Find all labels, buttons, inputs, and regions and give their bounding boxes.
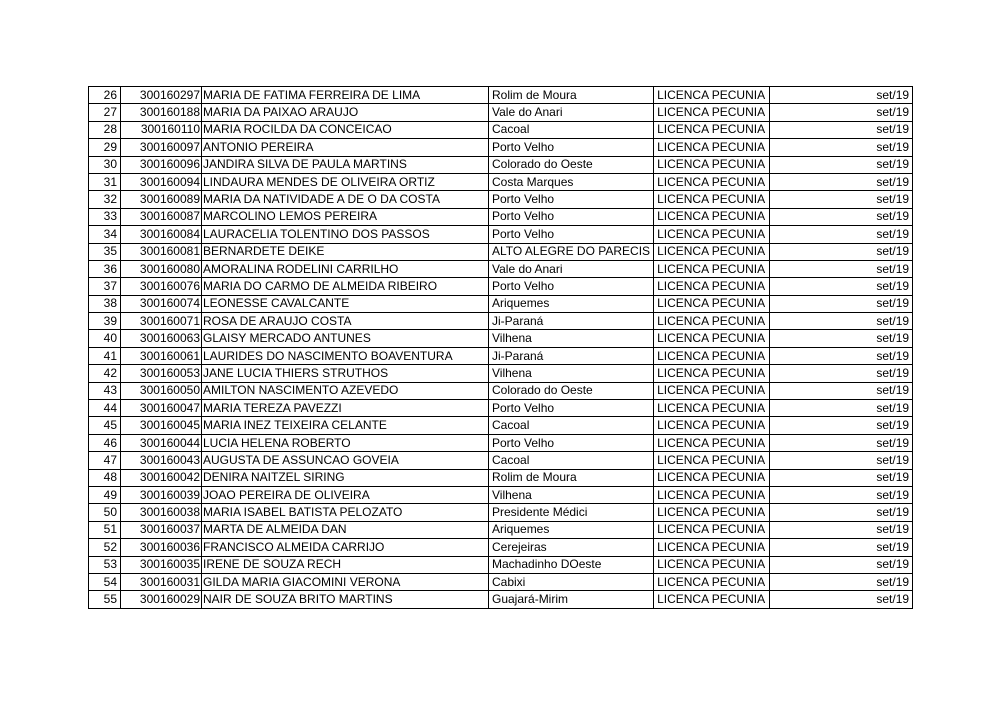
table-row xyxy=(89,417,913,434)
date-cell: set/19 xyxy=(770,104,913,121)
municipality-cell: Machadinho DOeste xyxy=(489,556,654,573)
row-number-cell: 34 xyxy=(89,226,121,243)
municipality-cell: Presidente Médici xyxy=(489,504,654,521)
municipality-cell: Vale do Anari xyxy=(489,260,654,277)
leave-type-cell: LICENCA PECUNIA xyxy=(654,208,770,225)
name-cell: MARTA DE ALMEIDA DAN xyxy=(202,521,489,538)
name-cell: MARIA INEZ TEIXEIRA CELANTE xyxy=(202,417,489,434)
date-cell: set/19 xyxy=(770,295,913,312)
date-cell: set/19 xyxy=(770,504,913,521)
registration-cell: 300160089 xyxy=(121,191,202,208)
date-cell: set/19 xyxy=(770,87,913,104)
row-number-cell: 37 xyxy=(89,278,121,295)
leave-type-cell: LICENCA PECUNIA xyxy=(654,139,770,156)
municipality-cell: Porto Velho xyxy=(489,226,654,243)
registration-cell: 300160037 xyxy=(121,521,202,538)
table-row xyxy=(89,313,913,330)
leave-type-cell: LICENCA PECUNIA xyxy=(654,365,770,382)
leave-type-cell: LICENCA PECUNIA xyxy=(654,400,770,417)
municipality-cell: Porto Velho xyxy=(489,434,654,451)
leave-type-cell: LICENCA PECUNIA xyxy=(654,573,770,590)
table-row xyxy=(89,191,913,208)
leave-type-cell: LICENCA PECUNIA xyxy=(654,469,770,486)
registration-cell: 300160087 xyxy=(121,208,202,225)
municipality-cell: Vale do Anari xyxy=(489,104,654,121)
registration-cell: 300160047 xyxy=(121,400,202,417)
registration-cell: 300160061 xyxy=(121,347,202,364)
date-cell: set/19 xyxy=(770,434,913,451)
name-cell: ROSA DE ARAUJO COSTA xyxy=(202,313,489,330)
table-row xyxy=(89,330,913,347)
registration-cell: 300160063 xyxy=(121,330,202,347)
table-row xyxy=(89,260,913,277)
table-row xyxy=(89,295,913,312)
name-cell: NAIR DE SOUZA BRITO MARTINS xyxy=(202,591,489,608)
leave-type-cell: LICENCA PECUNIA xyxy=(654,556,770,573)
row-number-cell: 52 xyxy=(89,539,121,556)
row-number-cell: 41 xyxy=(89,347,121,364)
row-number-cell: 51 xyxy=(89,521,121,538)
municipality-cell: Porto Velho xyxy=(489,191,654,208)
municipality-cell: Cacoal xyxy=(489,417,654,434)
registration-cell: 300160071 xyxy=(121,313,202,330)
municipality-cell: Rolim de Moura xyxy=(489,469,654,486)
leave-type-cell: LICENCA PECUNIA xyxy=(654,243,770,260)
date-cell: set/19 xyxy=(770,278,913,295)
row-number-cell: 29 xyxy=(89,139,121,156)
table-row xyxy=(89,452,913,469)
table-row xyxy=(89,504,913,521)
registration-cell: 300160097 xyxy=(121,139,202,156)
registration-cell: 300160050 xyxy=(121,382,202,399)
municipality-cell: ALTO ALEGRE DO PARECIS xyxy=(489,243,654,260)
name-cell: MARIA DA PAIXAO ARAUJO xyxy=(202,104,489,121)
municipality-cell: Ji-Paraná xyxy=(489,347,654,364)
registration-cell: 300160188 xyxy=(121,104,202,121)
name-cell: BERNARDETE DEIKE xyxy=(202,243,489,260)
leave-type-cell: LICENCA PECUNIA xyxy=(654,434,770,451)
row-number-cell: 54 xyxy=(89,573,121,590)
name-cell: JANDIRA SILVA DE PAULA MARTINS xyxy=(202,156,489,173)
date-cell: set/19 xyxy=(770,173,913,190)
registration-cell: 300160031 xyxy=(121,573,202,590)
leave-type-cell: LICENCA PECUNIA xyxy=(654,330,770,347)
registration-cell: 300160035 xyxy=(121,556,202,573)
municipality-cell: Ariquemes xyxy=(489,521,654,538)
name-cell: AMORALINA RODELINI CARRILHO xyxy=(202,260,489,277)
table-row xyxy=(89,121,913,138)
registration-cell: 300160297 xyxy=(121,87,202,104)
municipality-cell: Colorado do Oeste xyxy=(489,156,654,173)
leave-type-cell: LICENCA PECUNIA xyxy=(654,191,770,208)
municipality-cell: Cabixi xyxy=(489,573,654,590)
name-cell: GLAISY MERCADO ANTUNES xyxy=(202,330,489,347)
row-number-cell: 30 xyxy=(89,156,121,173)
table-row xyxy=(89,573,913,590)
table-row xyxy=(89,208,913,225)
licenca-pecunia-table xyxy=(88,86,913,609)
table-row xyxy=(89,521,913,538)
row-number-cell: 43 xyxy=(89,382,121,399)
date-cell: set/19 xyxy=(770,208,913,225)
table-row xyxy=(89,173,913,190)
name-cell: LAURIDES DO NASCIMENTO BOAVENTURA xyxy=(202,347,489,364)
registration-cell: 300160042 xyxy=(121,469,202,486)
leave-type-cell: LICENCA PECUNIA xyxy=(654,591,770,608)
date-cell: set/19 xyxy=(770,365,913,382)
date-cell: set/19 xyxy=(770,313,913,330)
leave-type-cell: LICENCA PECUNIA xyxy=(654,539,770,556)
date-cell: set/19 xyxy=(770,591,913,608)
leave-type-cell: LICENCA PECUNIA xyxy=(654,121,770,138)
municipality-cell: Costa Marques xyxy=(489,173,654,190)
leave-type-cell: LICENCA PECUNIA xyxy=(654,313,770,330)
municipality-cell: Porto Velho xyxy=(489,400,654,417)
name-cell: JANE LUCIA THIERS STRUTHOS xyxy=(202,365,489,382)
date-cell: set/19 xyxy=(770,417,913,434)
name-cell: AUGUSTA DE ASSUNCAO GOVEIA xyxy=(202,452,489,469)
row-number-cell: 40 xyxy=(89,330,121,347)
row-number-cell: 32 xyxy=(89,191,121,208)
registration-cell: 300160094 xyxy=(121,173,202,190)
table-row xyxy=(89,539,913,556)
date-cell: set/19 xyxy=(770,260,913,277)
table-row xyxy=(89,469,913,486)
name-cell: LAURACELIA TOLENTINO DOS PASSOS xyxy=(202,226,489,243)
table-row xyxy=(89,382,913,399)
municipality-cell: Ji-Paraná xyxy=(489,313,654,330)
table-row xyxy=(89,87,913,104)
registration-cell: 300160039 xyxy=(121,486,202,503)
name-cell: LUCIA HELENA ROBERTO xyxy=(202,434,489,451)
row-number-cell: 49 xyxy=(89,486,121,503)
registration-cell: 300160080 xyxy=(121,260,202,277)
name-cell: IRENE DE SOUZA RECH xyxy=(202,556,489,573)
leave-type-cell: LICENCA PECUNIA xyxy=(654,452,770,469)
row-number-cell: 47 xyxy=(89,452,121,469)
registration-cell: 300160038 xyxy=(121,504,202,521)
date-cell: set/19 xyxy=(770,573,913,590)
row-number-cell: 27 xyxy=(89,104,121,121)
table-row xyxy=(89,278,913,295)
registration-cell: 300160096 xyxy=(121,156,202,173)
row-number-cell: 35 xyxy=(89,243,121,260)
registration-cell: 300160036 xyxy=(121,539,202,556)
municipality-cell: Porto Velho xyxy=(489,278,654,295)
table-row xyxy=(89,556,913,573)
table-row xyxy=(89,139,913,156)
table-row xyxy=(89,347,913,364)
municipality-cell: Vilhena xyxy=(489,365,654,382)
leave-type-cell: LICENCA PECUNIA xyxy=(654,347,770,364)
date-cell: set/19 xyxy=(770,330,913,347)
leave-type-cell: LICENCA PECUNIA xyxy=(654,521,770,538)
municipality-cell: Ariquemes xyxy=(489,295,654,312)
name-cell: MARIA DA NATIVIDADE A DE O DA COSTA xyxy=(202,191,489,208)
name-cell: DENIRA NAITZEL SIRING xyxy=(202,469,489,486)
municipality-cell: Rolim de Moura xyxy=(489,87,654,104)
municipality-cell: Porto Velho xyxy=(489,139,654,156)
row-number-cell: 53 xyxy=(89,556,121,573)
date-cell: set/19 xyxy=(770,400,913,417)
table-row xyxy=(89,365,913,382)
leave-type-cell: LICENCA PECUNIA xyxy=(654,87,770,104)
leave-type-cell: LICENCA PECUNIA xyxy=(654,226,770,243)
date-cell: set/19 xyxy=(770,226,913,243)
table-body xyxy=(89,87,913,609)
table-row xyxy=(89,226,913,243)
date-cell: set/19 xyxy=(770,382,913,399)
name-cell: AMILTON NASCIMENTO AZEVEDO xyxy=(202,382,489,399)
name-cell: LEONESSE CAVALCANTE xyxy=(202,295,489,312)
municipality-cell: Vilhena xyxy=(489,486,654,503)
date-cell: set/19 xyxy=(770,539,913,556)
registration-cell: 300160081 xyxy=(121,243,202,260)
row-number-cell: 45 xyxy=(89,417,121,434)
date-cell: set/19 xyxy=(770,469,913,486)
row-number-cell: 33 xyxy=(89,208,121,225)
table-row xyxy=(89,434,913,451)
leave-type-cell: LICENCA PECUNIA xyxy=(654,486,770,503)
registration-cell: 300160110 xyxy=(121,121,202,138)
registration-cell: 300160043 xyxy=(121,452,202,469)
row-number-cell: 48 xyxy=(89,469,121,486)
leave-type-cell: LICENCA PECUNIA xyxy=(654,156,770,173)
table-row xyxy=(89,243,913,260)
date-cell: set/19 xyxy=(770,556,913,573)
name-cell: JOAO PEREIRA DE OLIVEIRA xyxy=(202,486,489,503)
leave-type-cell: LICENCA PECUNIA xyxy=(654,382,770,399)
name-cell: FRANCISCO ALMEIDA CARRIJO xyxy=(202,539,489,556)
registration-cell: 300160053 xyxy=(121,365,202,382)
municipality-cell: Cacoal xyxy=(489,121,654,138)
name-cell: LINDAURA MENDES DE OLIVEIRA ORTIZ xyxy=(202,173,489,190)
date-cell: set/19 xyxy=(770,486,913,503)
date-cell: set/19 xyxy=(770,347,913,364)
leave-type-cell: LICENCA PECUNIA xyxy=(654,417,770,434)
name-cell: MARIA ISABEL BATISTA PELOZATO xyxy=(202,504,489,521)
leave-type-cell: LICENCA PECUNIA xyxy=(654,173,770,190)
leave-type-cell: LICENCA PECUNIA xyxy=(654,104,770,121)
row-number-cell: 50 xyxy=(89,504,121,521)
row-number-cell: 46 xyxy=(89,434,121,451)
row-number-cell: 38 xyxy=(89,295,121,312)
table-row xyxy=(89,400,913,417)
registration-cell: 300160074 xyxy=(121,295,202,312)
row-number-cell: 44 xyxy=(89,400,121,417)
leave-type-cell: LICENCA PECUNIA xyxy=(654,295,770,312)
row-number-cell: 55 xyxy=(89,591,121,608)
date-cell: set/19 xyxy=(770,191,913,208)
name-cell: GILDA MARIA GIACOMINI VERONA xyxy=(202,573,489,590)
date-cell: set/19 xyxy=(770,452,913,469)
municipality-cell: Cerejeiras xyxy=(489,539,654,556)
registration-cell: 300160076 xyxy=(121,278,202,295)
table-row xyxy=(89,486,913,503)
registration-cell: 300160044 xyxy=(121,434,202,451)
municipality-cell: Vilhena xyxy=(489,330,654,347)
registration-cell: 300160045 xyxy=(121,417,202,434)
name-cell: MARIA TEREZA PAVEZZI xyxy=(202,400,489,417)
row-number-cell: 42 xyxy=(89,365,121,382)
leave-type-cell: LICENCA PECUNIA xyxy=(654,278,770,295)
registration-cell: 300160029 xyxy=(121,591,202,608)
row-number-cell: 28 xyxy=(89,121,121,138)
row-number-cell: 31 xyxy=(89,173,121,190)
date-cell: set/19 xyxy=(770,243,913,260)
table-row xyxy=(89,156,913,173)
row-number-cell: 36 xyxy=(89,260,121,277)
name-cell: MARIA DO CARMO DE ALMEIDA RIBEIRO xyxy=(202,278,489,295)
municipality-cell: Porto Velho xyxy=(489,208,654,225)
registration-cell: 300160084 xyxy=(121,226,202,243)
leave-type-cell: LICENCA PECUNIA xyxy=(654,260,770,277)
date-cell: set/19 xyxy=(770,121,913,138)
date-cell: set/19 xyxy=(770,156,913,173)
municipality-cell: Guajará-Mirim xyxy=(489,591,654,608)
name-cell: ANTONIO PEREIRA xyxy=(202,139,489,156)
name-cell: MARIA DE FATIMA FERREIRA DE LIMA xyxy=(202,87,489,104)
table-row xyxy=(89,104,913,121)
row-number-cell: 39 xyxy=(89,313,121,330)
municipality-cell: Cacoal xyxy=(489,452,654,469)
date-cell: set/19 xyxy=(770,521,913,538)
table-row xyxy=(89,591,913,608)
name-cell: MARCOLINO LEMOS PEREIRA xyxy=(202,208,489,225)
date-cell: set/19 xyxy=(770,139,913,156)
municipality-cell: Colorado do Oeste xyxy=(489,382,654,399)
leave-type-cell: LICENCA PECUNIA xyxy=(654,504,770,521)
name-cell: MARIA ROCILDA DA CONCEICAO xyxy=(202,121,489,138)
row-number-cell: 26 xyxy=(89,87,121,104)
